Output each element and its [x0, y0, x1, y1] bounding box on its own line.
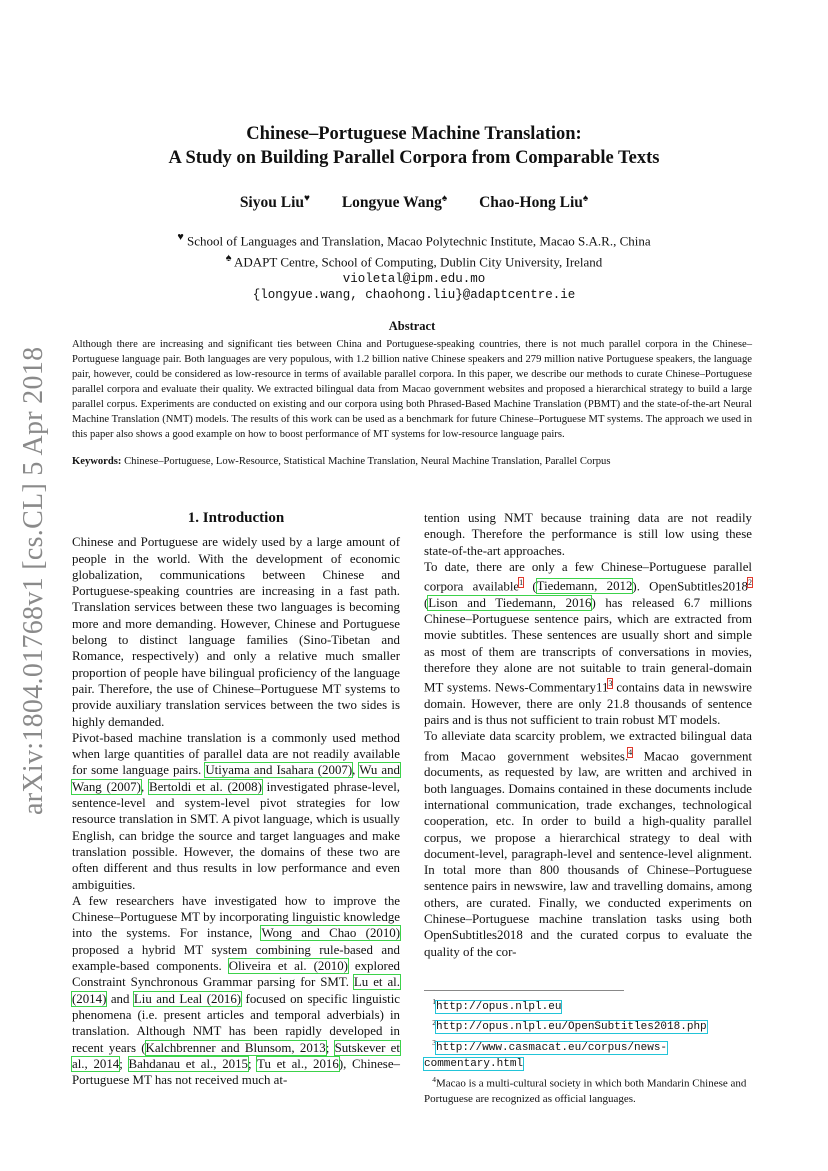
- email-1: violetal@ipm.edu.mo: [342, 271, 486, 286]
- left-column: [72, 510, 400, 1088]
- abstract-block: [72, 319, 752, 469]
- paragraph: A few researchers have investigated how to improve the Chinese–Portuguese MT by incorporating linguistic knowledge into the systems. For instance, Wong and Chao (2010) proposed a hybrid MT system combining rule-based and example-based components. Oliveira et al. (2010) explored Constraint Synchronous Grammar parsing for SMT. Lu et al. (2014) and Liu and Leal (2016) focused on specific linguistic phenomena (i.e. present articles and temporal adverbials) in translation. Although NMT has been rapidly developed in recent years (Kalchbrenner and Blunsom, 2013; Sutskever et al., 2014; Bahdanau et al., 2015; Tu et al., 2016), Chinese–Portuguese MT has not received much at-: [72, 893, 401, 1088]
- paragraph: tention using NMT because training data are not readily enough. Therefore the performance is still low using these state-of-the-art approaches.: [424, 511, 752, 558]
- citation-link[interactable]: Utiyama and Isahara (2007): [205, 763, 353, 778]
- footnote-ref[interactable]: 3: [608, 679, 613, 689]
- footnote-2: $^2$http://opus.nlpl.eu/OpenSubtitles2018.php: [432, 1017, 707, 1034]
- right-column: [424, 510, 752, 960]
- keywords-text: Chinese–Portuguese, Low-Resource, Statistical Machine Translation, Neural Machine Translation, Parallel Corpus: [121, 456, 611, 467]
- citation-link[interactable]: Tu et al., 2016: [257, 1056, 339, 1071]
- spade-mark-icon: ♠: [441, 193, 448, 204]
- footnote-ref[interactable]: 4: [628, 747, 633, 757]
- url-link[interactable]: http://www.casmacat.eu/corpus/news-commentary.html: [424, 1041, 668, 1070]
- section-heading: 1. Introduction: [187, 510, 285, 526]
- url-link[interactable]: http://opus.nlpl.eu: [436, 1000, 562, 1013]
- citation-link[interactable]: Oliveira et al. (2010): [228, 959, 348, 974]
- spade-mark-icon: ♠: [225, 251, 232, 264]
- paragraph: Chinese and Portuguese are widely used by a large amount of people in the world. With the development of economic globalization, communications between Chinese and Portuguese-speaking countries are increasing in a fast path. Translation services between these two languages is becoming more and more demanding. However, Chinese and Portuguese belong to distinct language families (Sino-Tibetan and Romance, respectively) and only a relative much smaller proportion of people have bilingual proficiency of the language pair. Therefore, the use of Chinese–Portuguese MT systems to provide auxiliary translation services between the two sides is highly demanded.: [72, 535, 400, 729]
- citation-link[interactable]: Wong and Chao (2010): [261, 926, 401, 941]
- paragraph: To date, there are only a few Chinese–Portuguese parallel corpora available$^1$ (Tiedemann, 2012). OpenSubtitles2018$^2$ (Lison and Tiedemann, 2016) has released 6.7 millions Chinese–Portuguese sentence pairs, which are extracted from movie subtitles. These sentences are usually short and simple as most of them are transcripts of conversations in movies, therefore they alone are not suitable to train general-domain MT systems. News-Commentary11$^3$ contains data in newswire domain. However, there are only 21.8 thousands of sentence pairs and is thus not sufficient to train robust MT models.: [424, 559, 752, 728]
- spade-mark-icon: ♠: [582, 193, 589, 204]
- paragraph: To alleviate data scarcity problem, we extracted bilingual data from Macao government websites.$^4$ Macao government documents, as requested by law, are written and archived in both languages. Domains contained in these documents include international communication, trade exchanges, technological cooperation, etc. In order to build a high-quality parallel corpus, we propose a hierarchical strategy to deal with document-level, paragraph-level and sentence-level alignment. In total more than 800 thousands of Chinese–Portuguese sentence pairs in newswire, law and travelling domains, among others, are curated. Finally, we conducted experiments on Chinese–Portuguese machine translation tasks using both OpenSubtitles2018 and the curated corpus to evaluate the quality of the cor-: [424, 729, 752, 959]
- abstract-heading: Abstract: [388, 319, 436, 333]
- arxiv-identifier: arXiv:1804.01768v1 [cs.CL] 5 Apr 2018: [18, 346, 49, 815]
- citation-link[interactable]: Tiedemann, 2012: [536, 579, 633, 594]
- heart-mark-icon: ♥: [177, 231, 184, 244]
- keywords-line: [72, 454, 752, 469]
- email-2: {longyue.wang, chaohong.liu}@adaptcentre.ie: [252, 288, 576, 303]
- citation-link[interactable]: Wu and Wang (2007): [72, 763, 400, 794]
- url-link[interactable]: http://opus.nlpl.eu/OpenSubtitles2018.php: [436, 1021, 707, 1034]
- footnote-1: $^1$http://opus.nlpl.eu: [432, 997, 562, 1013]
- title-line-2: A Study on Building Parallel Corpora from Comparable Texts: [168, 148, 660, 168]
- author-3: Chao-Hong Liu♠: [479, 193, 589, 212]
- keywords-label: Keywords:: [72, 456, 122, 467]
- affiliation-1: ♥ School of Languages and Translation, Macao Polytechnic Institute, Macao S.A.R., China: [177, 231, 651, 249]
- affiliations: [70, 229, 758, 304]
- footnote-divider: [424, 990, 624, 991]
- abstract-text: Although there are increasing and significant ties between China and Portuguese-speaking countries, there is not much parallel corpora in the Chinese–Portuguese language pair. Both languages are very populous, with 1.2 billion native Chinese speakers and 279 million native Portuguese speakers, the language pair, however, could be considered as low-resource in terms of available parallel corpora. In this paper, we describe our methods to curate Chinese–Portuguese parallel corpora and evaluate their quality. We extracted bilingual data from Macao government websites and proposed a hierarchical strategy to build a large parallel corpus. Experiments are conducted on existing and our corpora using both Phrased-Based Machine Translation (PBMT) and the state-of-the-art Neural Machine Translation (NMT) models. The results of this work can be used as a benchmark for future Chinese–Portuguese MT systems. The approach we used in this paper also shows a good example on how to boost performance of MT systems for low-resource language pairs.: [72, 339, 752, 440]
- citation-link[interactable]: Kalchbrenner and Blunsom, 2013: [145, 1040, 326, 1055]
- citation-link[interactable]: Liu and Leal (2016): [133, 991, 242, 1006]
- citation-link[interactable]: Lison and Tiedemann, 2016: [428, 595, 592, 610]
- footnotes: [424, 990, 752, 1107]
- heart-mark-icon: ♥: [304, 193, 310, 204]
- paper-header: [70, 122, 758, 304]
- footnote-4: $^4$Macao is a multi-cultural society in which both Mandarin Chinese and Portuguese are recognized as official languages.: [424, 1074, 747, 1105]
- citation-link[interactable]: Sutskever et al., 2014: [72, 1040, 400, 1071]
- author-list: [70, 193, 758, 212]
- paper-title: [70, 122, 758, 170]
- affiliation-2: ♠ ADAPT Centre, School of Computing, Dublin City University, Ireland: [225, 251, 603, 270]
- footnote-3: $^3$http://www.casmacat.eu/corpus/news-commentary.html: [424, 1038, 668, 1070]
- footnote-ref[interactable]: 1: [519, 578, 524, 588]
- paragraph: Pivot-based machine translation is a commonly used method when large quantities of parallel data are not readily available for some language pairs. Utiyama and Isahara (2007), Wu and Wang (2007), Bertoldi et al. (2008) investigated phrase-level, sentence-level and system-level pivot strategies for low resource translation in SMT. A pivot language, which is usually English, can bridge the source and target languages and make translation possible. However, the domains of these two are often different and thus results in low performance and even ambiguities.: [72, 730, 400, 892]
- title-line-1: Chinese–Portuguese Machine Translation:: [246, 124, 582, 144]
- citation-link[interactable]: Bahdanau et al., 2015: [128, 1056, 248, 1071]
- citation-link[interactable]: Lu et al. (2014): [72, 975, 400, 1006]
- author-2: Longyue Wang♠: [341, 193, 448, 212]
- citation-link[interactable]: Bertoldi et al. (2008): [148, 779, 262, 794]
- author-1: Siyou Liu♥: [239, 193, 310, 212]
- footnote-ref[interactable]: 2: [748, 578, 752, 588]
